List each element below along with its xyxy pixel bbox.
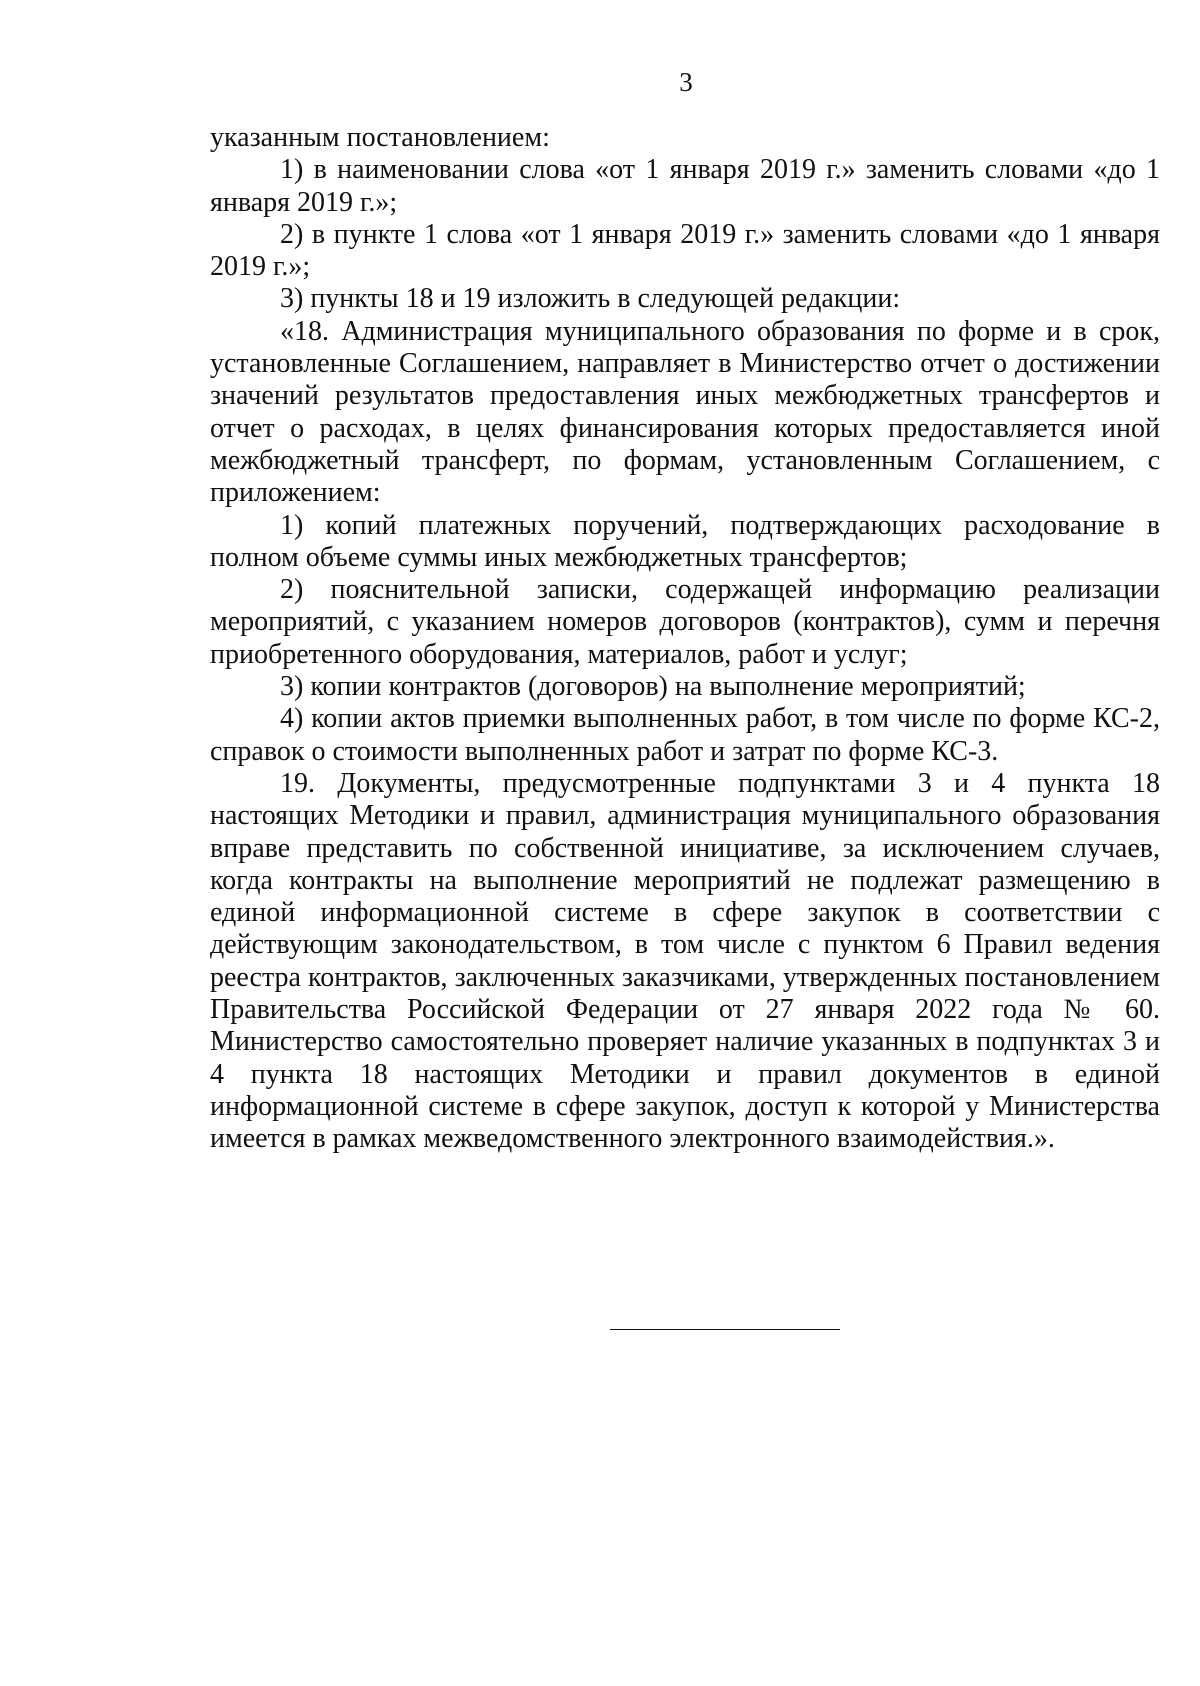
end-separator-line [610, 1329, 840, 1330]
paragraph-point-18-sub-1: 1) копий платежных поручений, подтверждающих расходование в полном объеме суммы иных межбюджетных трансфертов; [210, 509, 1160, 573]
paragraph-item-3-points-18-19: 3) пункты 18 и 19 изложить в следующей редакции: [280, 283, 901, 315]
paragraph-intro: указанным постановлением: [210, 122, 550, 153]
page-number: 3 [679, 67, 693, 97]
paragraph-point-18: «18. Администрация муниципального образования по форме и в срок, установленные Соглашением, направляет в Министерство отчет о достижении значений результатов предоставления иных межбюджетных трансфертов и отчет о расходах, в целях финансирования которых предоставляется иной межбюджетный трансферт, по формам, установленным Соглашением, с приложением: [210, 315, 1160, 509]
paragraph-point-18-sub-2: 2) пояснительной записки, содержащей информацию реализации мероприятий, с указанием номеров договоров (контрактов), сумм и перечня приобретенного оборудования, материалов, работ и услуг; [210, 574, 1160, 670]
document-body [210, 122, 1160, 1156]
paragraph-point-19: 19. Документы, предусмотренные подпунктами 3 и 4 пункта 18 настоящих Методики и правил, администрация муниципального образования вправе представить по собственной инициативе, за исключением случаев, когда контракты на выполнение мероприятий не подлежат размещению в единой информационной системе в сфере закупок в соответствии с действующим законодательством, в том числе с пунктом 6 Правил ведения реестра контрактов, заключенных заказчиками, утвержденных постановлением Правительства Российской Федерации от 27 января 2022 года № 60. Министерство самостоятельно проверяет наличие указанных в подпунктах 3 и 4 пункта 18 настоящих Методики и правил документов в единой информационной системе в сфере закупок, доступ к которой у Министерства имеется в рамках межведомственного электронного взаимодействия.». [210, 767, 1160, 1155]
paragraph-point-18-sub-3: 3) копии контрактов (договоров) на выполнение мероприятий; [280, 671, 1026, 703]
paragraph-item-1-name-change: 1) в наименовании слова «от 1 января 2019 г.» заменить словами «до 1 января 2019 г.»; [210, 154, 1160, 218]
paragraph-item-2-point-change: 2) в пункте 1 слова «от 1 января 2019 г.» заменить словами «до 1 января 2019 г.»; [210, 218, 1160, 283]
paragraph-point-18-sub-4: 4) копии актов приемки выполненных работ, в том числе по форме КС-2, справок о стоимости выполненных работ и затрат по форме КС-3. [210, 703, 1160, 767]
